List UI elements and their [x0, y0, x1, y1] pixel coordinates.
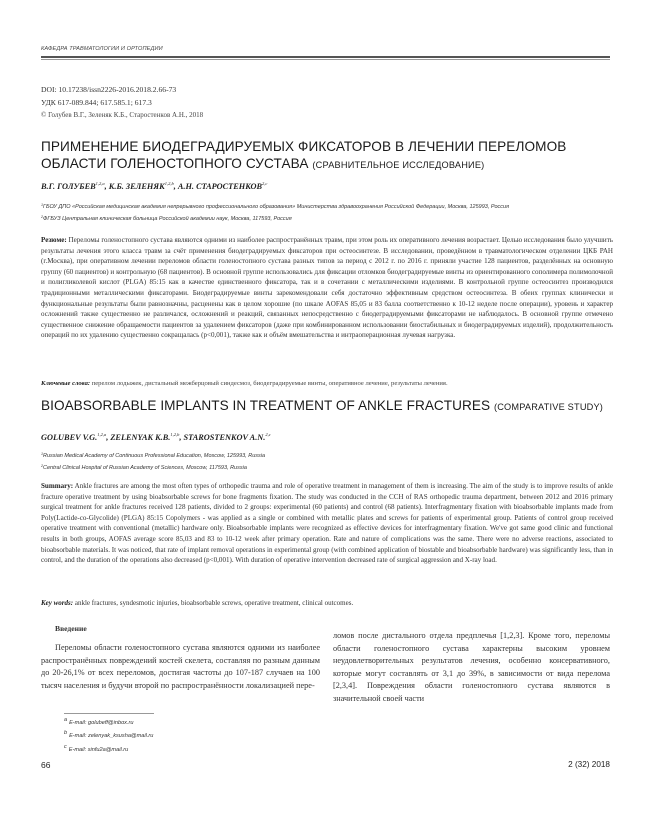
- body-paragraph-continued: ломов после дистального отдела предплечья [1,2,3]. Кроме того, переломы области голеностопного сустава характерны высоким уровнем неудовлетворительных результатов лечения, особенно консервативного, которые могут составлять от 3,1 до 39%, в зависимости от вида перелома [2,3,4]. Повреждения области голеностопного сустава являются в значительной своей части: [333, 631, 610, 703]
- authors-english: [41, 432, 271, 442]
- title-english: BIOABSORBABLE IMPLANTS IN TREATMENT OF ANKLE FRACTURES (COMPARATIVE STUDY): [41, 398, 604, 413]
- affiliation: $^2$ФГБУЗ Центральная клиническая больница Российской академии наук, Москва, 117593, Россия: [41, 215, 292, 222]
- affiliations-english: [41, 449, 616, 473]
- issue-number: 2 (32) 2018: [568, 760, 610, 769]
- keywords-text: перелом лодыжек, дистальный межберцовый синдесмоз, биодеградируемые винты, оперативное лечение, результаты лечения.: [90, 380, 448, 387]
- summary-label: Summary:: [41, 482, 74, 490]
- footnote-email[interactable]: $^c$ E-mail: sinfu2a@mail.ru: [64, 743, 129, 753]
- body-column-left: [41, 624, 320, 692]
- running-head: КАФЕДРА ТРАВМАТОЛОГИИ И ОРТОПЕДИИ: [41, 46, 163, 52]
- abstract-label: Резюме:: [41, 236, 67, 244]
- body-column-right: [333, 630, 610, 706]
- header-rule-thin: [41, 59, 610, 60]
- keywords-english: [41, 599, 616, 607]
- keywords-russian: [41, 380, 616, 387]
- title-russian: [41, 138, 611, 174]
- keywords-en-label: Key words:: [41, 599, 74, 607]
- footnote-rule: [64, 713, 154, 714]
- author: А.Н. СТАРОСТЕНКОВ$^{2,c}$: [177, 181, 268, 191]
- keywords-label: Ключевые слова:: [41, 380, 91, 387]
- udc: УДК 617-089.844; 617.585.1; 617.3: [41, 97, 152, 107]
- author: ZELENYAK K.B.$^{1,2,b}$,: [110, 432, 184, 442]
- keywords-en-text: ankle fractures, syndesmotic injuries, bioabsorbable screws, operative treatment, clinical outcomes.: [73, 599, 354, 607]
- affiliation: $^2$Central Clinical Hospital of Russian Academy of Sciences, Moscow, 117593, Russia: [41, 464, 247, 471]
- copyright: © Голубев В.Г., Зеленяк К.Б., Старостенков А.Н., 2018: [41, 111, 204, 119]
- abstract-russian: [41, 235, 613, 341]
- footnote-email[interactable]: $^a$ E-mail: golubeff@inbox.ru: [64, 717, 134, 726]
- title-en-subtitle: (COMPARATIVE STUDY): [493, 402, 604, 412]
- footnotes: [64, 715, 153, 755]
- section-heading-introduction: Введение: [55, 624, 87, 633]
- author: GOLUBEV V.G.$^{1,2,a}$,: [41, 432, 111, 442]
- abstract-text: Переломы голеностопного сустава являются одними из наиболее распространённых травм, при этом роль их оперативного лечения возрастает. Целью исследования было улучшить результаты лечения этого класса травм за счёт применения биодеградируемых фиксаторов при остеосинтезе. В исследовании, проведённом в травматологическом отделении ЦКБ РАН (г.Москва), при оперативном лечении переломов области голеностопного сустава разных типов за период с 2012 г. по 2016 г. приняли участие 128 пациентов, разделённых на основную группу (60 пациентов) и контрольную (68 пациентов). В основной группе использовались для фиксации отломков биодеградируемые винты из ориентированного сополимера полимолочной и полигликолевой кислот (PLGA) 85:15 как в качестве единственного фиксатора, так и в сочетании с металлическими изделиями. В контрольной группе остеосинтез производился традиционными металлическими фиксаторами. Биодеградируемые винты зарекомендовали себя достаточно эффективным средством остеосинтеза. В обеих группах клинически и функциональные результаты были равнозначны, расценены как в целом хорошие (по шкале AOFAS 85,05 и 83 балла соответственно к 10-12 неделе после операции), уровень и характер осложнений также существенно не различался, осложнений и реакций, связанных непосредственно с биодеградируемыми фиксаторами не наблюдалось. В основной группе отмечено существенное снижение обращаемости пациентов за удалением фиксаторов (даже при комбинированном использовании биостабильных и биодеградируемых изделий), продолжительность операций по их удалению существенно сокращалась (p<0,001), также как и объём вмешательства и интраоперационная лучевая нагрузка.: [41, 236, 613, 340]
- title-ru-line2: ОБЛАСТИ ГОЛЕНОСТОПНОГО СУСТАВА (СРАВНИТЕЛЬНОЕ ИССЛЕДОВАНИЕ): [41, 156, 485, 171]
- affiliations-russian: [41, 200, 616, 224]
- authors-russian: [41, 181, 267, 191]
- footnote-email[interactable]: $^b$ E-mail: zelenyak_ksusha@mail.ru: [64, 730, 154, 740]
- summary-english: [41, 481, 613, 566]
- body-paragraph: Переломы области голеностопного сустава являются одними из наиболее распространённых повреждений костей скелета, составляя по разным данным до 20-26,1% от всех переломов, достигая частоты до 107-187 случаев на 100 тысяч населения и будучи второй по распространённости локализацией пере-: [41, 643, 320, 690]
- doi[interactable]: DOI: 10.17238/issn2226-2016.2018.2.66-73: [41, 85, 177, 94]
- author: STAROSTENKOV A.N.$^{2,c}$: [183, 432, 271, 442]
- affiliation: $^1$Russian Medical Academy of Continuous Professional Education, Moscow, 125993, Russia: [41, 452, 266, 459]
- article-meta: [41, 84, 203, 122]
- title-ru-subtitle: (СРАВНИТЕЛЬНОЕ ИССЛЕДОВАНИЕ): [312, 160, 485, 170]
- affiliation: $^1$ГБОУ ДПО «Российская медицинская академия непрерывного профессионального образования» Министерства здравоохранения Российской Федерации, Москва, 125993, Россия: [41, 203, 510, 210]
- title-ru-line1: ПРИМЕНЕНИЕ БИОДЕГРАДИРУЕМЫХ ФИКСАТОРОВ В ЛЕЧЕНИИ ПЕРЕЛОМОВ: [41, 139, 567, 154]
- page-number: 66: [41, 760, 51, 770]
- author: К.Б. ЗЕЛЕНЯК$^{1,2,b}$,: [108, 181, 178, 191]
- summary-text: Ankle fractures are among the most often types of orthopedic trauma and role of operative treatment in management of them is increasing. The aim of the study is to improve results of ankle fracture operative treatment by using bioabsorbable screws for bone fragments fixation. The study was conducted in the CCH of RAS orthopedic trauma department, between 2012 and 2016 primary surgical treatment for ankle fractures received 128 patients, divided to 2 groups: experimental (60 patients) and control (68 patients). Interfragmentary fixation with bioabsorbable implants made from Poly(Lactide-co-Glycolide) (PLGA) 85:15 Copolymers - was applied as a single or combined with metallic plates and screws for patients of experimental group. Patients of control group received operative treatment with conventional (metallic) hardware only. Bioabsorbable implants were recognized as effective devices for interfragmentary fixation. We've got same good clinic and functional results in both groups, AOFAS average score 85,03 and 83 to 10-12 week after primary operation. Rate and nature of complications was the same. There were no adverse reactions, associated to bioabsorbable materials. It was noticed, that rate of implant removal operations in experimental group (with combined application of biostable and bioabsorbable hardware) was significantly less, than in control, and the duration of the operations also decreased (p<0,001). With duration of operative intervention decreased rate of surgical aggression and X-ray load.: [41, 482, 613, 565]
- author: В.Г. ГОЛУБЕВ$^{1,2,a}$,: [41, 181, 109, 191]
